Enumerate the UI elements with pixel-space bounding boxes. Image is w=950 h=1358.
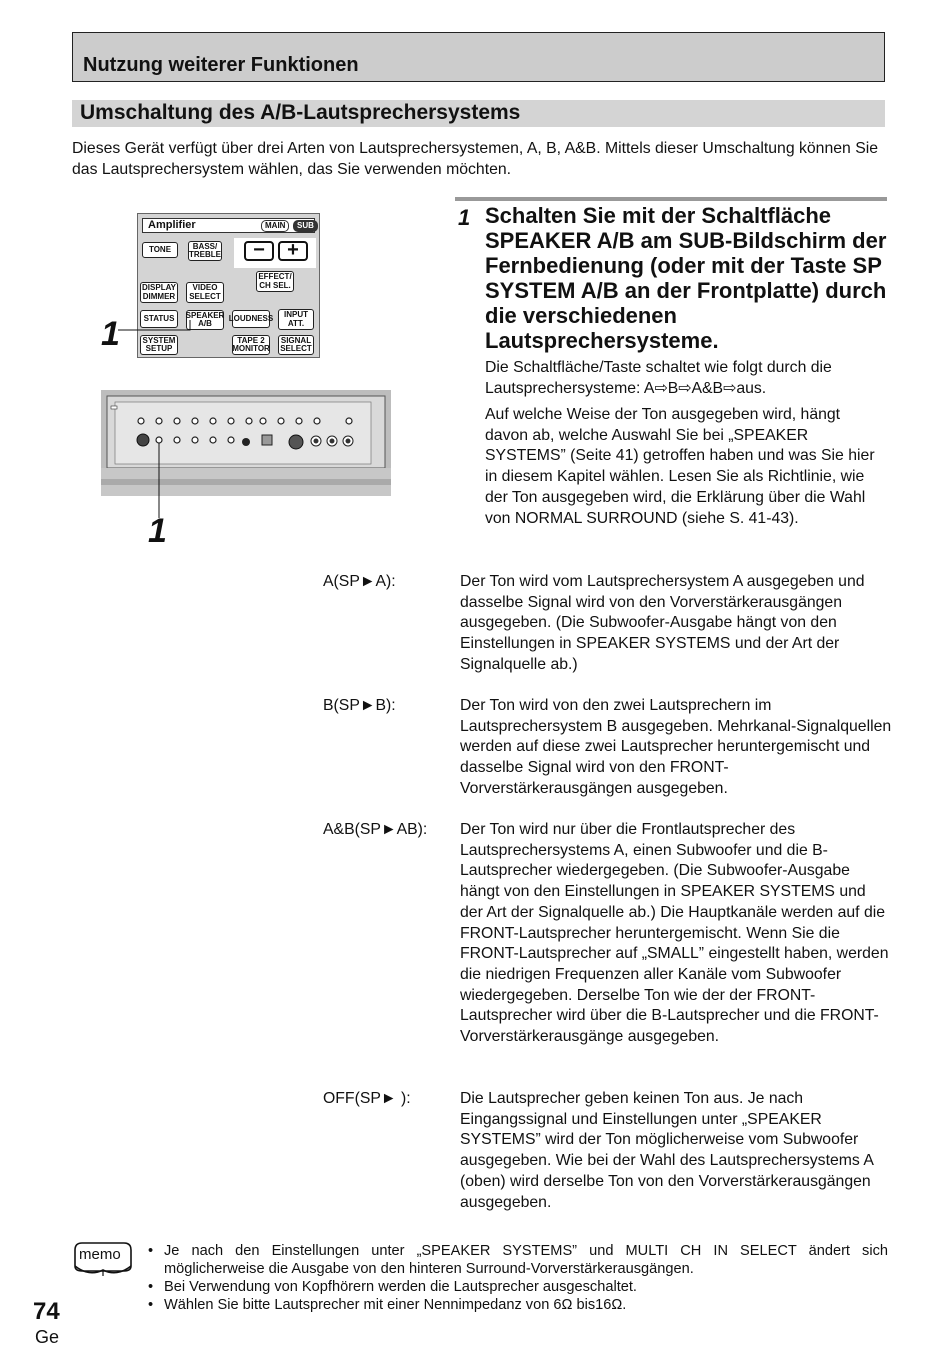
memo-item: • Je nach den Einstellungen unter „SPEAKER SYSTEMS” und MULTI CH IN SELECT ändert sich möglicherweise die Ausgabe von den hinteren Surround-Vorverstärkerausgängen. [148,1242,888,1278]
minus-button: − [244,241,274,261]
display-dimmer-button: DISPLAY DIMMER [140,282,178,303]
step-number: 1 [458,205,471,230]
front-panel-illustration [101,390,391,496]
system-setup-button: SYSTEM SETUP [140,335,178,355]
remote-leader-line [118,320,198,340]
memo-item: • Bei Verwendung von Kopfhörern werden die Lautsprecher ausgeschaltet. [148,1278,888,1296]
definition-term: A(SP►A): [323,573,396,590]
remote-title: Amplifier [148,219,196,231]
tape-monitor-button: TAPE 2 MONITOR [232,335,270,353]
page-language: Ge [35,1327,60,1347]
definition-text: Der Ton wird vom Lautsprechersystem A ausgegeben und dasselbe Signal wird von den Vorverstärkerausgängen ausgegeben. (Die Subwoofer-Ausgabe hängt von den Einstellungen in SPEAKER SYSTEMS und der Art der Signalquelle ab.) [460,573,865,673]
plus-button: + [278,241,308,261]
definition-term: OFF(SP► ): [323,1090,411,1107]
memo-icon [72,1240,134,1278]
speaker-ab-button: SPEAKER A/B [185,310,225,328]
definition-term: A&B(SP►AB): [323,821,428,838]
callout-remote: 1 [101,315,120,353]
definition-term: B(SP►B): [323,697,396,714]
intro-paragraph: Dieses Gerät verfügt über drei Arten von Lautsprechersystemen, A, B, A&B. Mittels dieser Umschaltung können Sie das Lautsprechersystem wählen, das Sie verwenden möchten. [72,140,879,178]
callout-front-panel: 1 [148,512,167,550]
memo-item: • Wählen Sie bitte Lautsprecher mit einer Nennimpedanz von 6Ω bis16Ω. [148,1296,888,1314]
definition-text: Der Ton wird nur über die Frontlautsprecher des Lautsprechersystems A, einen Subwoofer und die B-Lautsprecher wiedergegeben. (Die Subwoofer-Ausgabe hängt von den Einstellungen in SPEAKER SYSTEMS und der Art der Signalquelle ab.) Die Hauptkanäle werden auf die FRONT-Lautsprecher heruntergemischt. Wenn Sie die FRONT-Lautsprecher auf „SMALL” eingestellt haben, werden die niedrigen Frequenzen aller Kanäle vom Subwoofer wiedergegeben. Derselbe Ton wie der der FRONT-Lautsprecher wird über die B-Lautsprecher und die FRONT-Vorverstärkerausgänge ausgegeben. [460,821,889,1046]
tone-button: TONE [142,242,178,258]
step-paragraph-1: Die Schaltfläche/Taste schaltet wie folgt durch die Lautsprechersysteme: A⇨B⇨A&B⇨aus. [485,359,832,397]
step-paragraph-2: Auf welche Weise der Ton ausgegeben wird, hängt davon ab, welche Auswahl Sie bei „SPEAKER SYSTEMS” (Seite 41) getroffen haben und was Sie hier in diesem Kapitel wählen. Lesen Sie als Richtlinie, wie der Ton ausgegeben wird, die Erklärung über die Wahl von NORMAL SURROUND (siehe S. 41-43). [485,406,875,527]
loudness-button: LOUDNESS [232,310,270,328]
signal-select-button: SIGNAL SELECT [278,335,314,355]
page-number: 74 [33,1298,60,1325]
main-tab: MAIN [261,220,289,232]
definition-text: Die Lautsprecher geben keinen Ton aus. Je nach Eingangssignal und Einstellungen unter „SPEAKER SYSTEMS” wird der Ton möglicherweise vom Subwoofer ausgegeben. Wie bei der Wahl des Lautsprechersystems A (oben) wird derselbe Ton von den Vorverstärkerausgängen ausgegeben. [460,1090,873,1211]
step-rule [455,197,887,201]
video-select-button: VIDEO SELECT [186,282,224,303]
chapter-title: Nutzung weiterer Funktionen [83,54,359,76]
memo-list [148,1242,888,1314]
definition-text: Der Ton wird von den zwei Lautsprechern im Lautsprechersystem B ausgegeben. Mehrkanal-Signalquellen werden auf diese zwei Lautsprecher heruntergemischt und dasselbe Signal wird von den FRONT-Vorverstärkerausgängen ausgegeben. [460,697,892,797]
sub-tab: SUB [293,220,318,232]
effect-ch-sel-button: EFFECT/ CH SEL. [256,271,294,292]
bass-treble-button: BASS/ TREBLE [189,241,221,259]
remote-title-bar [142,218,315,233]
step-title: Schalten Sie mit der Schaltfläche SPEAKER A/B am SUB-Bildschirm der Fernbedienung (oder mit der Taste SP SYSTEM A/B an der Frontplatte) durch die verschiedenen Lautsprechersysteme. [485,203,887,353]
section-header [72,100,885,127]
input-att-button: INPUT ATT. [278,309,314,330]
status-button: STATUS [140,310,178,328]
memo-label: memo [79,1246,121,1263]
section-title: Umschaltung des A/B-Lautsprechersystems [80,101,521,124]
chapter-header [72,32,885,82]
